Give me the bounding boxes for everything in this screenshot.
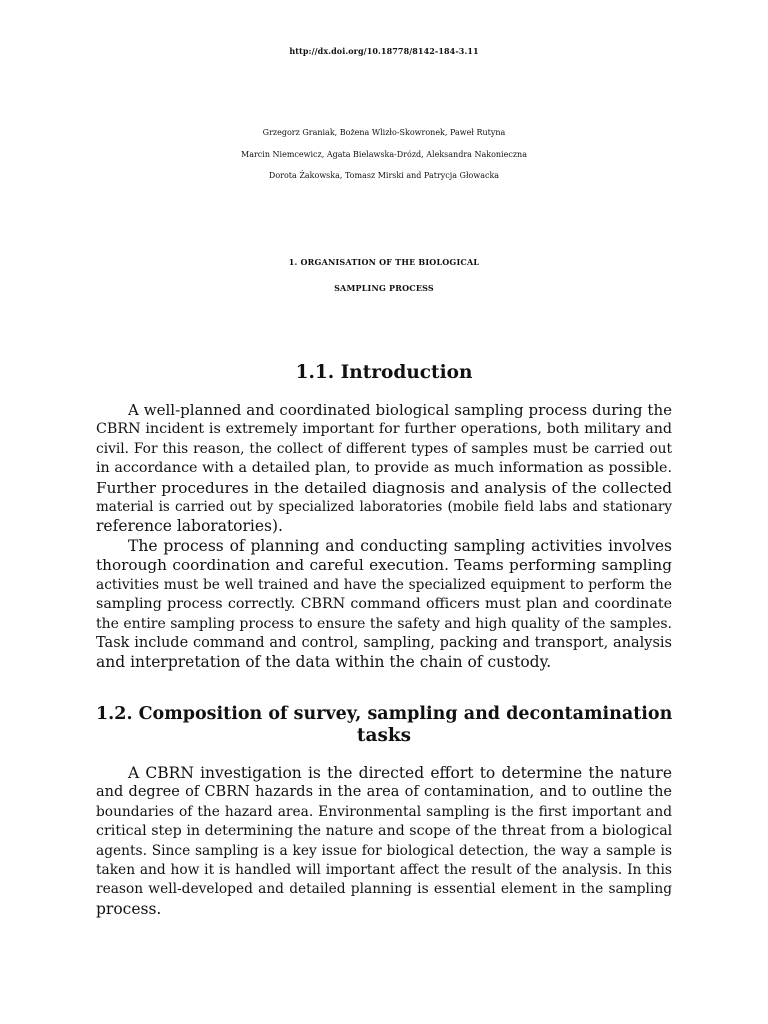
text-line: The process of planning and conducting sampling activities involves: [128, 537, 672, 555]
section-heading-composition: [96, 703, 672, 747]
text-line: taken and how it is handled will important affect the result of the analysis. In this: [96, 862, 672, 879]
chapter-title: [0, 250, 768, 301]
text-line: reason well-developed and detailed planning is essential element in the sampling: [96, 881, 672, 898]
chapter-title-line: SAMPLING PROCESS: [334, 282, 434, 293]
text-line: reference laboratories).: [96, 517, 283, 536]
text-line: material is carried out by specialized laboratories (mobile field labs and stationary: [96, 499, 672, 516]
text-line: activities must be well trained and have the specialized equipment to perform the: [96, 576, 672, 593]
text-line: A CBRN investigation is the directed effort to determine the nature: [128, 764, 672, 782]
doi-link[interactable]: http://dx.doi.org/10.18778/8142-184-3.11: [289, 46, 479, 56]
section-heading-introduction: [96, 362, 672, 384]
section-heading-line: 1.1. Introduction: [295, 362, 473, 383]
text-line: sampling process correctly. CBRN command officers must plan and coordinate: [96, 596, 672, 613]
introduction-paragraph-1: [96, 401, 672, 537]
text-line: Task include command and control, sampling, packing and transport, analysis: [96, 635, 672, 652]
text-line: boundaries of the hazard area. Environmental sampling is the first important and: [96, 803, 672, 820]
author-list: [0, 122, 768, 187]
text-line: CBRN incident is extremely important for further operations, both military and: [96, 421, 672, 438]
introduction-paragraph-2: [96, 537, 672, 673]
text-line: critical step in determining the nature and scope of the threat from a biological: [96, 823, 673, 840]
text-line: and interpretation of the data within the chain of custody.: [96, 653, 552, 672]
text-line: and degree of CBRN hazards in the area of contamination, and to outline the: [96, 784, 672, 801]
text-line: A well-planned and coordinated biological sampling process during the: [128, 401, 672, 419]
author-line: Grzegorz Graniak, Bożena Wlizło-Skowronek, Paweł Rutyna: [262, 128, 506, 137]
section-heading-line: tasks: [356, 725, 412, 746]
author-line: Dorota Żakowska, Tomasz Mirski and Patrycja Głowacka: [268, 171, 500, 180]
text-line: agents. Since sampling is a key issue for biological detection, the way a sample is: [96, 842, 672, 859]
text-line: process.: [96, 899, 162, 918]
section-heading-line: 1.2. Composition of survey, sampling and decontamination: [96, 704, 673, 724]
text-line: thorough coordination and careful execution. Teams performing sampling: [96, 556, 672, 575]
composition-paragraph-1: [96, 764, 672, 919]
text-line: the entire sampling process to ensure the safety and high quality of the samples.: [96, 615, 672, 632]
text-line: civil. For this reason, the collect of different types of samples must be carried out: [96, 440, 672, 457]
author-line: Marcin Niemcewicz, Agata Bielawska-Drózd, Aleksandra Nakonieczna: [241, 149, 527, 159]
chapter-title-line: 1. ORGANISATION OF THE BIOLOGICAL: [288, 257, 480, 267]
text-line: Further procedures in the detailed diagnosis and analysis of the collected: [96, 478, 672, 497]
text-line: in accordance with a detailed plan, to provide as much information as possible.: [96, 460, 672, 477]
